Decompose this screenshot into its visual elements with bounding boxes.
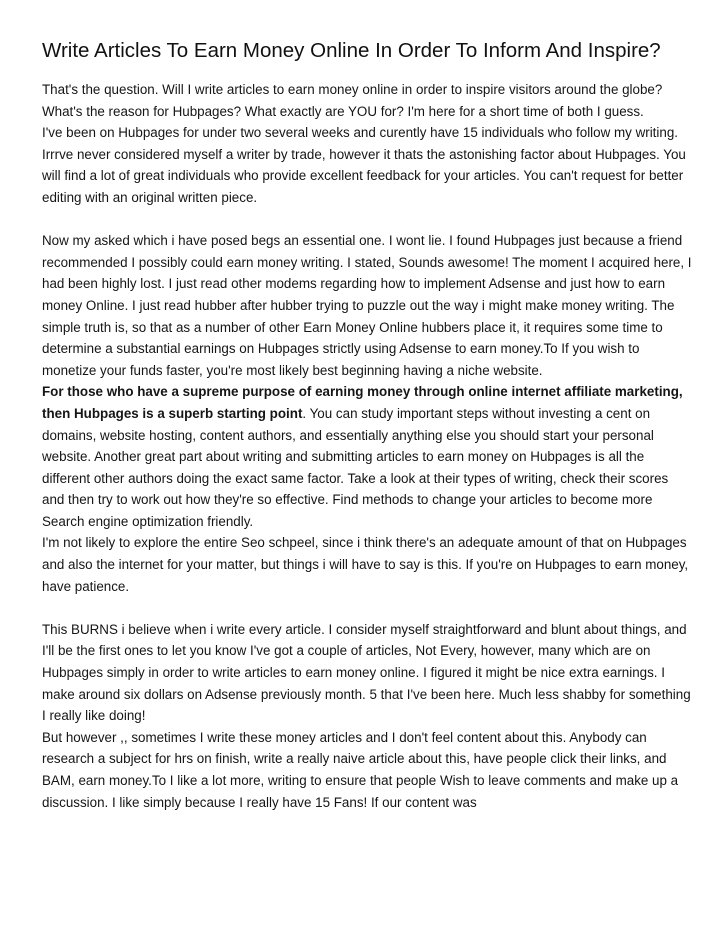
document-page <box>42 40 692 813</box>
paragraph-6: This BURNS i believe when i write every article. I consider myself straightforward and blunt about things, and I'll be the first ones to let you know I've got a couple of articles, Not Every, however, many which are on Hubpages simply in order to write articles to earn money online. I figured it might be nice extra earnings. I make around six dollars on Adsense previously month. 5 that I've been here. Much less shabby for something I really like doing! <box>42 621 691 724</box>
paragraph-gap <box>42 209 692 231</box>
paragraph-7: But however ,, sometimes I write these money articles and I don't feel content about this. Anybody can research a subject for hrs on finish, write a really naive article about this, have people click their links, and BAM, earn money.To I like a lot more, writing to ensure that people Wish to leave comments and make up a discussion. I like simply because I really have 15 Fans! If our content was <box>42 729 679 810</box>
paragraph-4 <box>42 381 692 532</box>
paragraph-4-bold-lead: For those who have a supreme purpose of earning money through online internet affiliate marketing, then Hubpages is a superb starting point <box>42 384 683 421</box>
paragraph-1: That's the question. Will I write articles to earn money online in order to inspire visitors around the globe? What's the reason for Hubpages? What exactly are YOU for? I'm here for a short time of both I guess. <box>42 82 663 119</box>
paragraph-3: Now my asked which i have posed begs an essential one. I wont lie. I found Hubpages just because a friend recommended I possibly could earn money writing. I stated, Sounds awesome! The moment I acquired here, I had been highly lost. I just read other modems regarding how to implement Adsense and just how to earn money Online. I just read hubber after hubber trying to puzzle out the way i might make money writing. The simple truth is, so that as a number of other Earn Money Online hubbers place it, it requires some time to determine a substantial earnings on Hubpages strictly using Adsense to earn money.To If you wish to monetize your funds faster, you're most likely best beginning having a niche website. <box>42 233 692 378</box>
paragraph-gap <box>42 597 692 619</box>
paragraph-2: I've been on Hubpages for under two several weeks and curently have 15 individuals who follow my writing. Irrrve never considered myself a writer by trade, however it thats the astonishing factor about Hubpages. You will find a lot of great individuals who provide excellent feedback for your articles. You can't request for better editing with an original written piece. <box>42 125 686 205</box>
paragraph-4-text: . You can study important steps without investing a cent on domains, website hosting, content authors, and essentially anything else you should start your personal website. Another great part about writing and submitting articles to earn money on Hubpages is all the different other authors doing the exact same factor. Take a look at their types of writing, check their scores and then try to work out how they're so effective. Find methods to change your articles to become more Search engine optimization friendly. <box>42 405 669 529</box>
paragraph-5: I'm not likely to explore the entire Seo schpeel, since i think there's an adequate amount of that on Hubpages and also the internet for your matter, but things i will have to say is this. If you're on Hubpages to earn money, have patience. <box>42 535 689 594</box>
document-title: Write Articles To Earn Money Online In Order To Inform And Inspire? <box>42 39 661 62</box>
